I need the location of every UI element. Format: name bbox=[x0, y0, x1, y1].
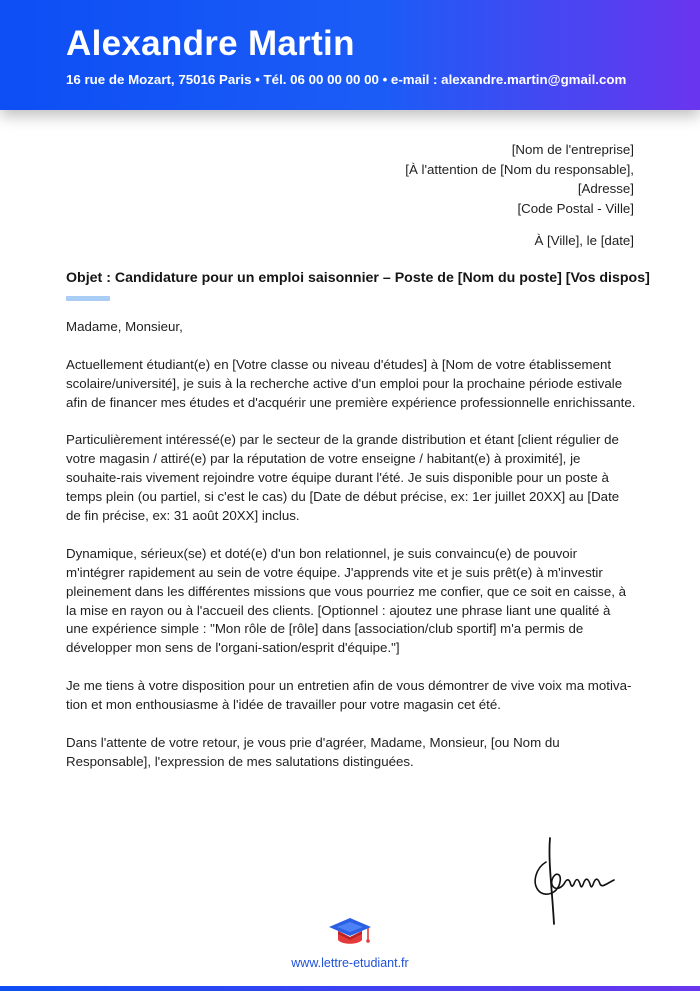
letter-subject: Objet : Candidature pour un emploi saisonnier – Poste de [Nom du poste] [Vos dispos] bbox=[66, 270, 650, 286]
website-link[interactable]: www.lettre-etudiant.fr bbox=[291, 956, 409, 970]
paragraph-availability: Je me tiens à votre disposition pour un entretien afin de vous démontrer de vive voix ma motiva-tion et mon enthousiasme à l'idée de travailler pour votre magasin cet été. bbox=[66, 678, 632, 713]
signature-image bbox=[530, 832, 620, 928]
salutation: Madame, Monsieur, bbox=[66, 319, 183, 334]
letter-body bbox=[66, 318, 636, 791]
sender-contact: 16 rue de Mozart, 75016 Paris • Tél. 06 00 00 00 00 • e-mail : alexandre.martin@gmail.com bbox=[66, 72, 627, 87]
paragraph-qualities: Dynamique, sérieux(se) et doté(e) d'un bon relationnel, je suis convaincu(e) de pouvoir m'intégrer rapidement au sein de votre équipe. J'apprends vite et je suis prêt(e) à m'investir pleinement dans les différentes missions que vous pourriez me confier, que ce soit en caisse, à la mise en rayon ou à l'accueil des clients. [Optionnel : ajoutez une phrase liant une qualité à une expérience simple : "Mon rôle de [rôle] dans [association/club sportif] m'a permis de développer mon sens de l'organi-sation/esprit d'équipe."] bbox=[66, 545, 627, 656]
subject-underline bbox=[66, 296, 110, 301]
recipient-attention: [À l'attention de [Nom du responsable], bbox=[405, 161, 634, 177]
place-date: À [Ville], le [date] bbox=[534, 233, 634, 248]
recipient-address: [Adresse] bbox=[577, 181, 634, 196]
graduation-cap-icon bbox=[328, 916, 372, 950]
recipient-postal-city: [Code Postal - Ville] bbox=[517, 200, 634, 216]
header-banner bbox=[0, 0, 700, 110]
paragraph-intro: Actuellement étudiant(e) en [Votre classe ou niveau d'études] à [Nom de votre établissement scolaire/université], je suis à la recherche active d'un emploi pour la prochaine période estivale afin de financer mes études et d'acquérir une première expérience professionnelle enrichissante. bbox=[66, 356, 636, 410]
paragraph-closing: Dans l'attente de votre retour, je vous prie d'agréer, Madame, Monsieur, [ou Nom du Responsable], l'expression de mes salutations distinguées. bbox=[66, 734, 560, 769]
sender-name: Alexandre Martin bbox=[66, 24, 355, 63]
paragraph-motivation: Particulièrement intéressé(e) par le secteur de la grande distribution et étant [client régulier de votre magasin / attiré(e) par la réputation de votre enseigne / habitant(e) à proximité], je souhaite-rais vivement rejoindre votre équipe durant l'été. Je suis disponible pour un poste à temps plein (ou partiel, si c'est le cas) du [Date de début précise, ex: 1er juillet 20XX] au [Date de fin précise, ex: 31 août 20XX] inclus. bbox=[66, 432, 620, 524]
recipient-company: [Nom de l'entreprise] bbox=[511, 142, 634, 157]
footer-bar bbox=[0, 986, 700, 991]
recipient-block bbox=[405, 140, 634, 218]
